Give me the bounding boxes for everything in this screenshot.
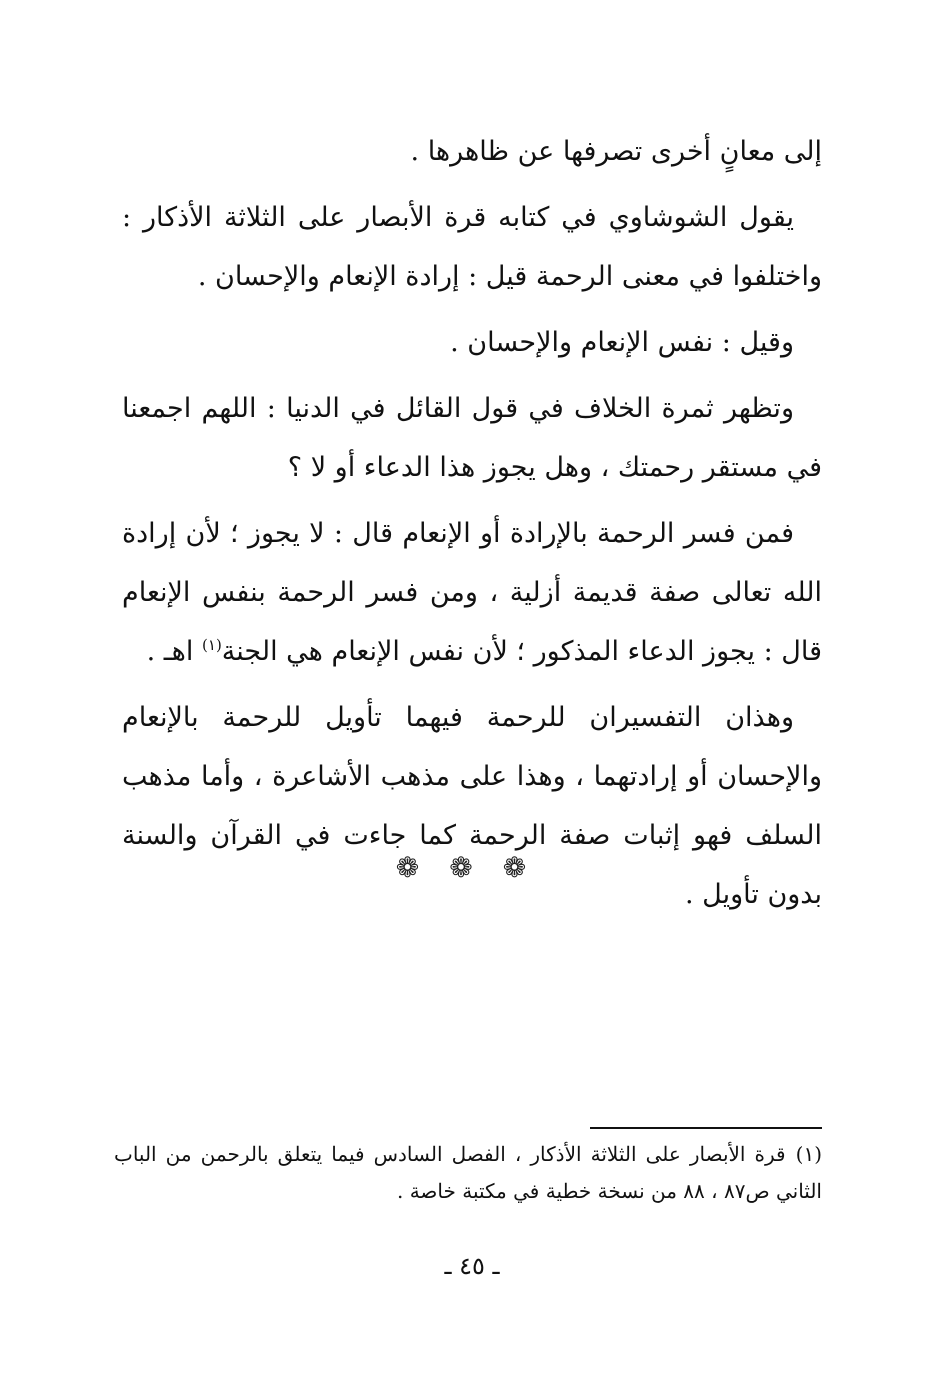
footnote-number: (١) [795, 1142, 822, 1166]
paragraph-4-text: وتظهر ثمرة الخلاف في قول القائل في الدنيا : اللهم اجمعنا في مستقر رحمتك ، وهل يجوز هذا الدعاء أو لا ؟ [122, 393, 822, 483]
footnote-separator-line [590, 1127, 822, 1129]
paragraph-5-text: فمن فسر الرحمة بالإرادة أو الإنعام قال : لا يجوز ؛ لأن إرادة الله تعالى صفة قديمة أزلية ، ومن فسر الرحمة بنفس الإنعام قال : يجوز الدعاء المذكور ؛ لأن نفس الإنعام هي الجنة [122, 518, 822, 667]
paragraph-5 [122, 504, 822, 681]
paragraph-3-text: وقيل : نفس الإنعام والإحسان . [450, 327, 794, 358]
paragraph-5-ending: اهـ . [146, 636, 203, 667]
paragraph-4 [122, 379, 822, 497]
page-number: ـ ٤٥ ـ [444, 1252, 500, 1280]
footnote-reference[interactable]: (١) [202, 636, 222, 654]
paragraph-2-text: يقول الشوشاوي في كتابه قرة الأبصار على الثلاثة الأذكار : واختلفوا في معنى الرحمة قيل : إرادة الإنعام والإحسان . [122, 202, 822, 292]
paragraph-2 [122, 188, 822, 306]
footnote [114, 1136, 822, 1210]
flower-ornament-icon: ❁ [395, 851, 442, 884]
flower-ornament-icon: ❁ [502, 851, 549, 884]
main-text-block [122, 122, 822, 931]
paragraph-1 [122, 122, 822, 181]
paragraph-1-text: إلى معانٍ أخرى تصرفها عن ظاهرها . [410, 136, 822, 167]
paragraph-6-text: وهذان التفسيران للرحمة فيهما تأويل للرحمة بالإنعام والإحسان أو إرادتهما ، وهذا على مذهب الأشاعرة ، وأما مذهب السلف فهو إثبات صفة الرحمة كما جاءت في القرآن والسنة بدون تأويل . [122, 702, 822, 910]
footnote-text: قرة الأبصار على الثلاثة الأذكار ، الفصل السادس فيما يتعلق بالرحمن من الباب الثاني ص٨٧ ، ٨٨ من نسخة خطية في مكتبة خاصة . [114, 1142, 822, 1203]
paragraph-6 [122, 688, 822, 924]
section-divider-ornaments [0, 848, 944, 888]
paragraph-3 [122, 313, 822, 372]
flower-ornament-icon: ❁ [449, 851, 495, 884]
